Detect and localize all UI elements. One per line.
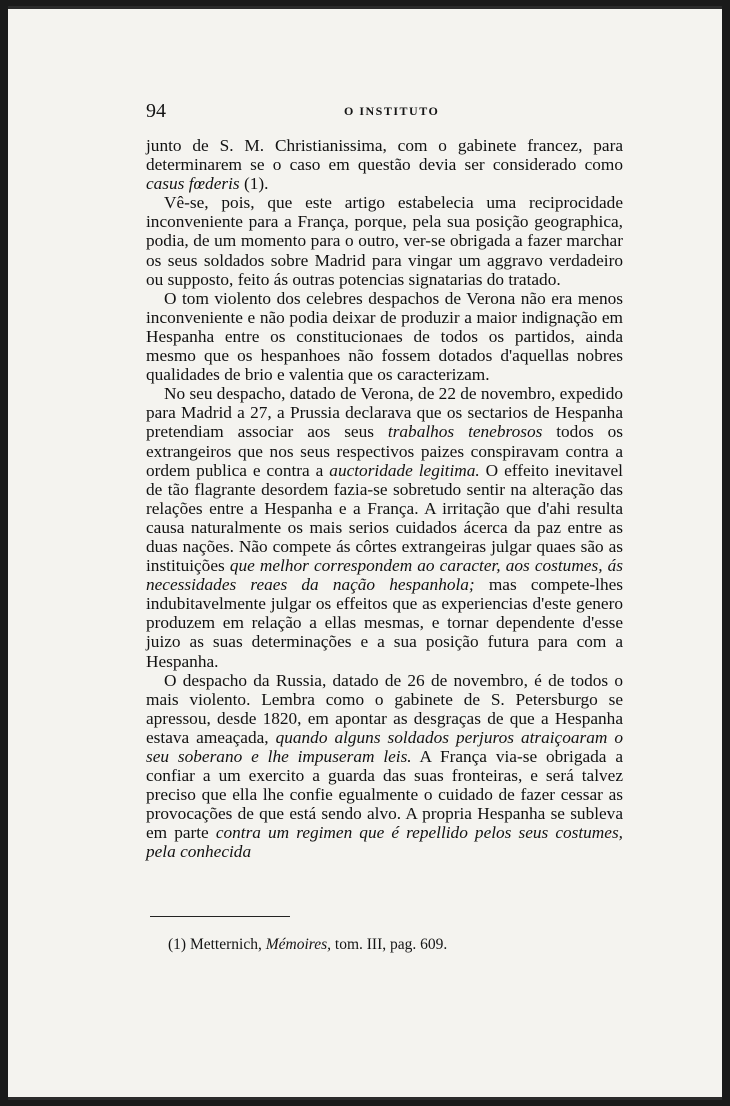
text-run: Vê-se, pois, que este artigo estabelecia uma reciprocidade inconveniente para a França, porque, pela sua posição geographica, podia, de um momento para o outro, ver-se obrigada a fazer marchar os seus soldados sobre Madrid para vingar um aggravo verdadeiro ou supposto, feito ás outras potencias signatarias do tratado. — [146, 193, 623, 289]
footnote-author: Metternich, — [189, 936, 262, 953]
text-run: A França via-se obrigada a confiar a um exercito a guarda das suas fronteiras, e será talvez preciso que ella lhe confie egualmente o cuidado de fazer cessar as provocações de que está sendo alvo. A propria Hespanha se subleva em parte — [146, 747, 623, 843]
italic-run: casus fœderis — [146, 174, 240, 194]
footnote-work: Mémoires, — [265, 936, 332, 953]
running-title: O INSTITUTO — [344, 104, 440, 118]
page-header — [144, 98, 624, 122]
paragraph — [146, 384, 623, 670]
text-run: (1). — [239, 174, 269, 194]
text-run: No seu despacho, datado de Verona, de 22 de novembro, expedido para Madrid a 27, a Prussia declarava que os sectarios de Hespanha pretendiam associar aos seus — [146, 384, 623, 442]
book-page — [8, 6, 722, 1100]
body-text — [146, 136, 623, 862]
text-run: O tom violento dos celebres despachos de Verona não era menos inconveniente e não podia deixar de produzir a maior indignação em Hespanha entre os constitucionaes de todos os partidos, ainda mesmo que os hespanhoes não fossem dotados d'aquellas nobres qualidades de brio e valentia que os caracterizam. — [146, 288, 623, 385]
paragraph — [146, 193, 623, 288]
text-run: mas compete-lhes indubitavelmente julgar os effeitos que as experiencias d'este genero produzem em relação a ellas mesmas, e tornar dependente d'esse juizo as suas determinações e a sua posição futura para com a Hespanha. — [146, 575, 623, 671]
paragraph — [146, 671, 623, 862]
footnote — [168, 936, 608, 954]
italic-run: trabalhos tenebrosos — [387, 422, 543, 442]
italic-run: que melhor correspondem ao caracter, aos costumes, ás necessidades reaes da nação hespanhola; — [146, 556, 623, 595]
paragraph — [146, 289, 623, 384]
footnote-marker: (1) — [168, 936, 187, 953]
italic-run: auctoridade legitima. — [329, 460, 480, 480]
page-number: 94 — [146, 100, 166, 122]
italic-run: quando alguns soldados perjuros atraiçoaram o seu soberano e lhe impuseram leis. — [146, 727, 623, 766]
text-run: O despacho da Russia, datado de 26 de novembro, é de todos o mais violento. Lembra como o gabinete de S. Petersburgo se apressou, desde 1820, em apontar as desgraças de que a Hespanha estava ameaçada, — [146, 670, 623, 747]
text-run: todos os extrangeiros que nos seus respectivos paizes conspiravam contra a ordem publica e contra a — [146, 422, 623, 480]
text-run: O effeito inevitavel de tão flagrante desordem fazia-se sobretudo sentir na alteração das relações entre a Hespanha e a França. A irritação que d'ahi resulta causa naturalmente os mais serios cuidados ácerca da paz entre as duas nações. Não compete ás côrtes extrangeiras julgar quaes são as instituições — [146, 460, 623, 576]
scan-edge-top — [8, 6, 722, 9]
scan-edge-bottom — [8, 1097, 722, 1100]
italic-run: contra um regimen que é repellido pelos seus costumes, pela conhecida — [146, 823, 624, 862]
footnote-rule — [150, 916, 290, 917]
text-run: junto de S. M. Christianissima, com o gabinete francez, para determinarem se o caso em questão devia ser considerado como — [146, 136, 623, 175]
footnote-reference: tom. III, pag. 609. — [334, 936, 448, 953]
paragraph — [146, 136, 623, 193]
